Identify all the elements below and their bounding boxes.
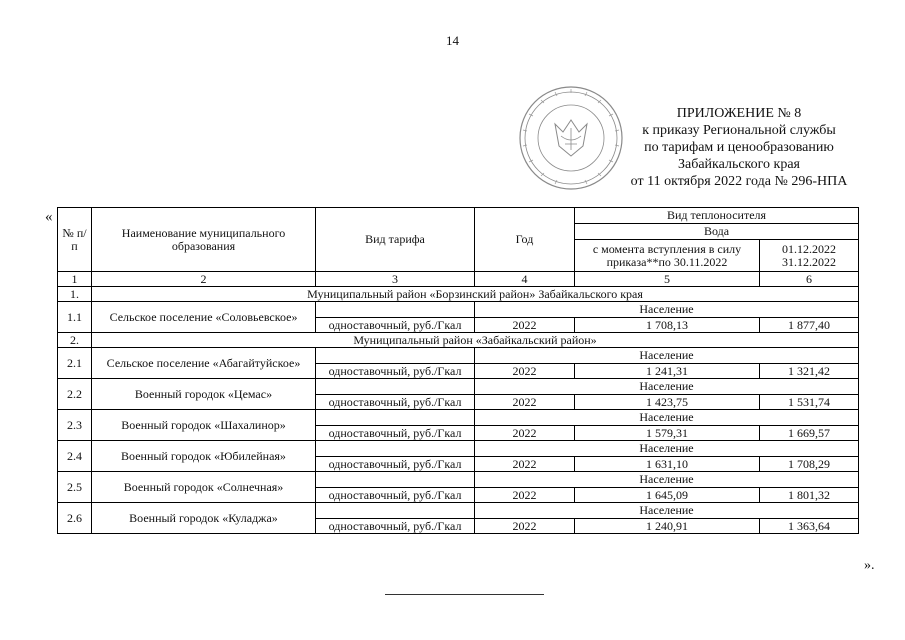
tariff-type: одноставочный, руб./Гкал bbox=[316, 488, 475, 503]
empty-cell bbox=[316, 472, 475, 488]
tariff-year: 2022 bbox=[475, 519, 575, 534]
empty-cell bbox=[316, 379, 475, 395]
section-title: Муниципальный район «Борзинский район» Забайкальского края bbox=[92, 287, 859, 302]
tariff-year: 2022 bbox=[475, 488, 575, 503]
empty-cell bbox=[316, 410, 475, 426]
tariff-type: одноставочный, руб./Гкал bbox=[316, 318, 475, 333]
appendix-line: к приказу Региональной службы bbox=[642, 123, 836, 138]
tariff-value-period-2: 1 708,29 bbox=[760, 457, 859, 472]
municipality-name: Военный городок «Солнечная» bbox=[92, 472, 316, 503]
entry-number: 2.5 bbox=[58, 472, 92, 503]
tariff-year: 2022 bbox=[475, 457, 575, 472]
tariff-value-period-2: 1 531,74 bbox=[760, 395, 859, 410]
municipality-name: Сельское поселение «Абагайтуйское» bbox=[92, 348, 316, 379]
tariff-value-period-1: 1 708,13 bbox=[575, 318, 760, 333]
header-tariff-type: Вид тарифа bbox=[316, 208, 475, 272]
section-row bbox=[58, 287, 859, 302]
consumer-group: Население bbox=[475, 503, 859, 519]
section-title: Муниципальный район «Забайкальский район» bbox=[92, 333, 859, 348]
municipality-name: Военный городок «Куладжа» bbox=[92, 503, 316, 534]
municipality-name: Сельское поселение «Соловьевское» bbox=[92, 302, 316, 333]
table-row bbox=[58, 441, 859, 457]
header-carrier: Вид теплоносителя bbox=[575, 208, 859, 224]
tariff-value-period-1: 1 423,75 bbox=[575, 395, 760, 410]
empty-cell bbox=[316, 348, 475, 364]
appendix-line: Забайкальского края bbox=[677, 157, 800, 172]
tariff-value-period-1: 1 579,31 bbox=[575, 426, 760, 441]
section-row bbox=[58, 333, 859, 348]
appendix-title: ПРИЛОЖЕНИЕ № 8 bbox=[676, 106, 802, 121]
header-year: Год bbox=[475, 208, 575, 272]
entry-number: 2.4 bbox=[58, 441, 92, 472]
entry-number: 2.1 bbox=[58, 348, 92, 379]
consumer-group: Население bbox=[475, 472, 859, 488]
appendix-line: от 11 октября 2022 года № 296-НПА bbox=[630, 174, 848, 189]
tariff-value-period-2: 1 669,57 bbox=[760, 426, 859, 441]
tariff-value-period-1: 1 631,10 bbox=[575, 457, 760, 472]
header-num: № п/п bbox=[58, 208, 92, 272]
section-number: 2. bbox=[58, 333, 92, 348]
consumer-group: Население bbox=[475, 302, 859, 318]
footnote-divider bbox=[385, 594, 544, 595]
empty-cell bbox=[316, 503, 475, 519]
tariff-type: одноставочный, руб./Гкал bbox=[316, 519, 475, 534]
tariff-type: одноставочный, руб./Гкал bbox=[316, 457, 475, 472]
tariff-value-period-2: 1 321,42 bbox=[760, 364, 859, 379]
tariff-value-period-2: 1 877,40 bbox=[760, 318, 859, 333]
municipality-name: Военный городок «Юбилейная» bbox=[92, 441, 316, 472]
entry-number: 2.3 bbox=[58, 410, 92, 441]
tariff-type: одноставочный, руб./Гкал bbox=[316, 395, 475, 410]
official-seal-stamp bbox=[517, 84, 625, 192]
table-row bbox=[58, 302, 859, 318]
appendix-line: по тарифам и ценообразованию bbox=[644, 140, 834, 155]
header-municipality: Наименование муниципального образования bbox=[92, 208, 316, 272]
table-row bbox=[58, 472, 859, 488]
page-number: 14 bbox=[446, 33, 459, 48]
tariff-year: 2022 bbox=[475, 395, 575, 410]
tariff-value-period-1: 1 240,91 bbox=[575, 519, 760, 534]
closing-quote: ». bbox=[864, 558, 875, 573]
column-number: 5 bbox=[575, 272, 760, 287]
appendix-header bbox=[610, 105, 868, 190]
header-period-1: с момента вступления в силу приказа**по 30.11.2022 bbox=[575, 240, 760, 272]
tariff-year: 2022 bbox=[475, 318, 575, 333]
header-period-2: 01.12.2022 31.12.2022 bbox=[760, 240, 859, 272]
column-number: 3 bbox=[316, 272, 475, 287]
column-number: 2 bbox=[92, 272, 316, 287]
column-number: 4 bbox=[475, 272, 575, 287]
consumer-group: Население bbox=[475, 410, 859, 426]
tariff-year: 2022 bbox=[475, 426, 575, 441]
entry-number: 2.6 bbox=[58, 503, 92, 534]
tariff-value-period-2: 1 801,32 bbox=[760, 488, 859, 503]
table-row bbox=[58, 503, 859, 519]
table-row bbox=[58, 379, 859, 395]
consumer-group: Население bbox=[475, 379, 859, 395]
column-number: 1 bbox=[58, 272, 92, 287]
column-number: 6 bbox=[760, 272, 859, 287]
table-row bbox=[58, 410, 859, 426]
entry-number: 2.2 bbox=[58, 379, 92, 410]
tariff-value-period-1: 1 241,31 bbox=[575, 364, 760, 379]
tariff-value-period-1: 1 645,09 bbox=[575, 488, 760, 503]
empty-cell bbox=[316, 441, 475, 457]
municipality-name: Военный городок «Цемас» bbox=[92, 379, 316, 410]
tariff-type: одноставочный, руб./Гкал bbox=[316, 364, 475, 379]
tariff-type: одноставочный, руб./Гкал bbox=[316, 426, 475, 441]
consumer-group: Население bbox=[475, 348, 859, 364]
tariff-year: 2022 bbox=[475, 364, 575, 379]
consumer-group: Население bbox=[475, 441, 859, 457]
empty-cell bbox=[316, 302, 475, 318]
opening-quote: « bbox=[45, 209, 53, 225]
section-number: 1. bbox=[58, 287, 92, 302]
table-row bbox=[58, 348, 859, 364]
municipality-name: Военный городок «Шахалинор» bbox=[92, 410, 316, 441]
entry-number: 1.1 bbox=[58, 302, 92, 333]
header-water: Вода bbox=[575, 224, 859, 240]
tariff-value-period-2: 1 363,64 bbox=[760, 519, 859, 534]
tariff-table bbox=[57, 207, 859, 534]
